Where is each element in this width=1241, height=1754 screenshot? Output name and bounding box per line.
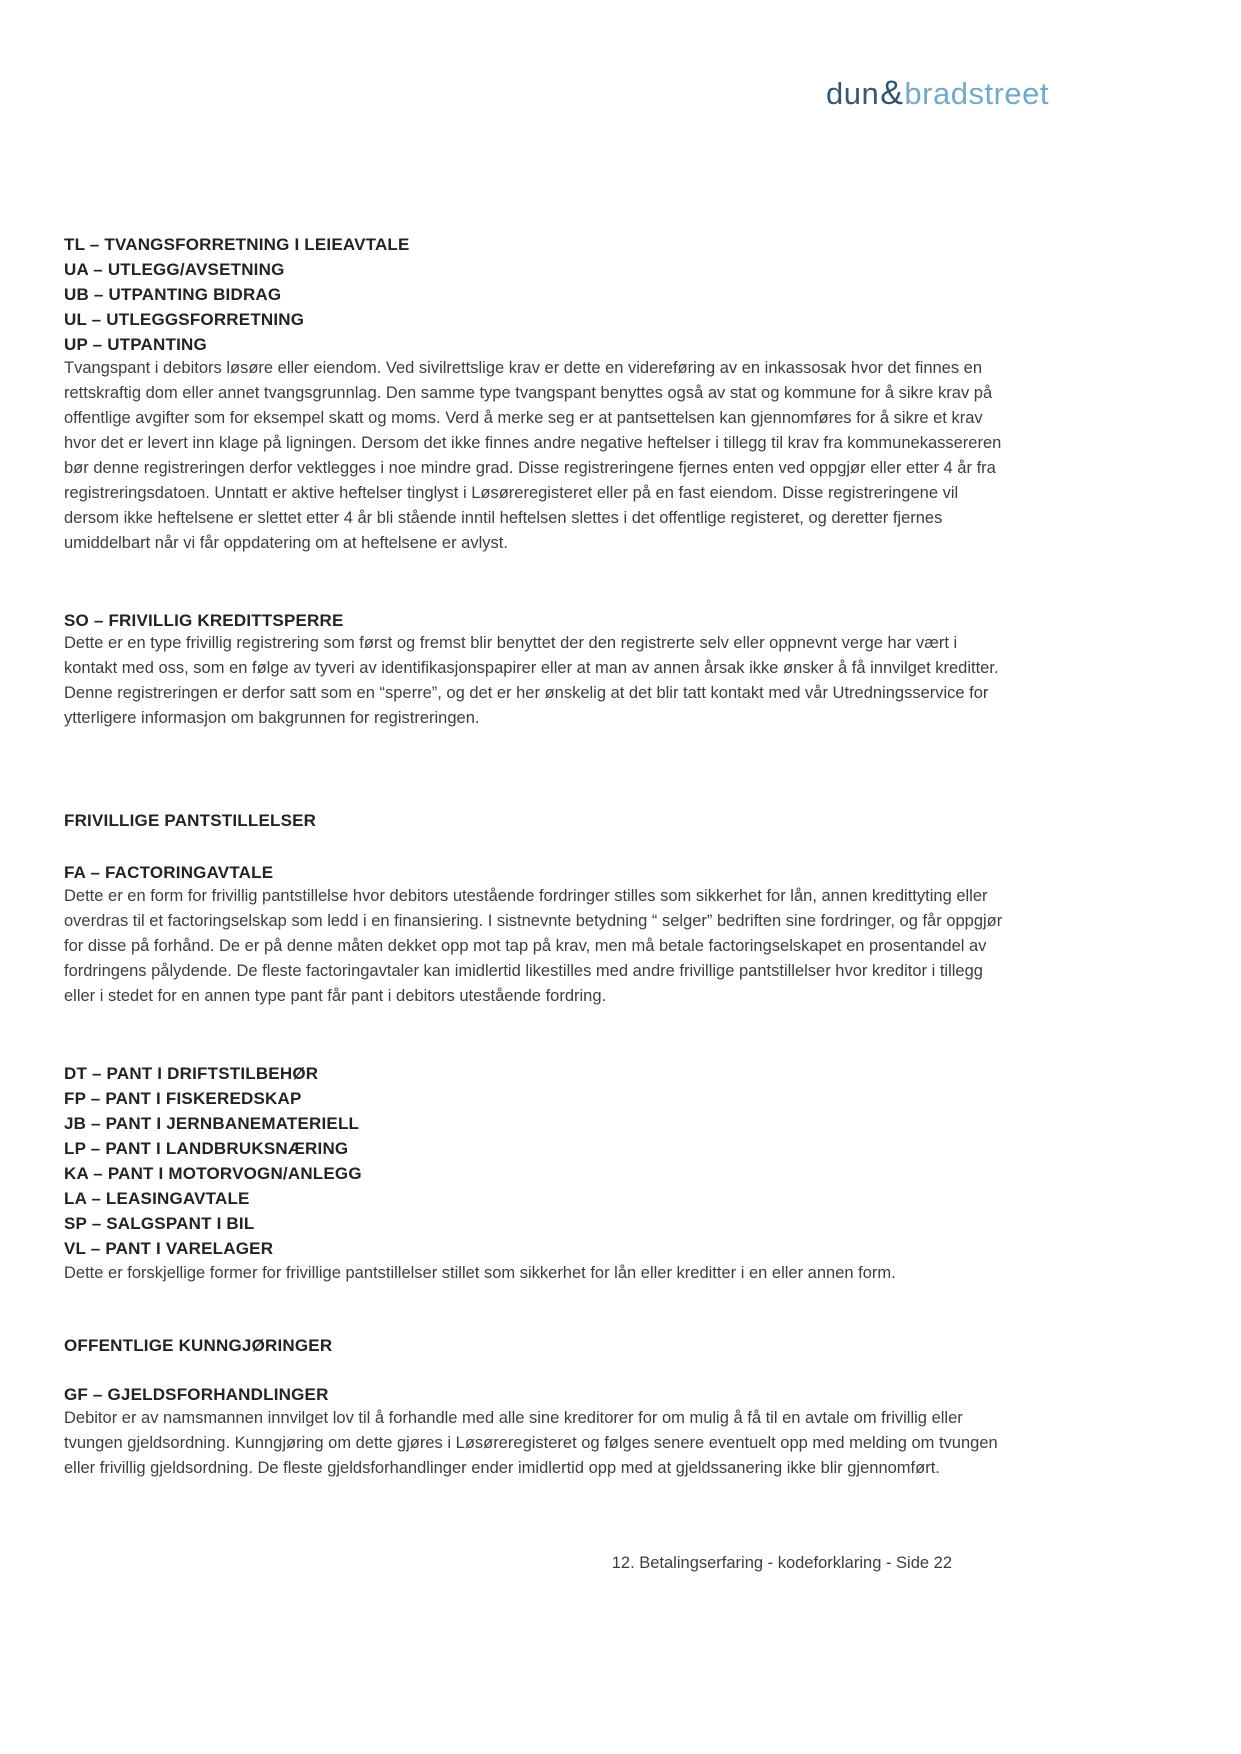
code-heading-so: SO – FRIVILLIG KREDITTSPERRE [64, 611, 344, 630]
code-heading-ka: KA – PANT I MOTORVOGN/ANLEGG [64, 1164, 362, 1183]
code-heading-sp: SP – SALGSPANT I BIL [64, 1214, 255, 1233]
code-heading-fa: FA – FACTORINGAVTALE [64, 863, 274, 882]
code-heading-tl: TL – TVANGSFORRETNING I LEIEAVTALE [64, 235, 410, 254]
logo-text-bradstreet: bradstreet [904, 76, 1049, 111]
code-heading-gf: GF – GJELDSFORHANDLINGER [64, 1385, 329, 1404]
code-heading-ub: UB – UTPANTING BIDRAG [64, 285, 282, 304]
code-heading-list-pant [64, 1061, 1005, 1261]
dun-bradstreet-logo [826, 74, 1049, 113]
paragraph-tvangspant: Tvangspant i debitors løsøre eller eiendom. Ved sivilrettslige krav er dette en videreføring av en inkassosak hvor det finnes en rettskraftig dom eller annet tvangsgrunnlag. Den samme type tvangspant benyttes også av stat og kommune for å sikre krav på offentlige avgifter som for eksempel skatt og moms. Verd å merke seg er at pantsettelsen kan gjennomføres for å sikre et krav hvor det er levert inn klage på ligningen. Dersom det ikke finnes andre negative heftelser i tillegg til krav fra kommunekassereren bør denne registreringen derfor vektlegges i noe mindre grad. Disse registreringene fjernes enten ved oppgjør eller etter 4 år fra registreringsdatoen. Unntatt er aktive heftelser tinglyst i Løsøreregisteret eller på en fast eiendom. Disse registreringene vil dersom ikke heftelsene er slettet etter 4 år bli stående inntil heftelsen slettes i det offentlige registeret, og deretter fjernes umiddelbart når vi får oppdatering om at heftelsene er avlyst. [64, 359, 1002, 552]
section-heading-frivillige-pantstillelser: FRIVILLIGE PANTSTILLELSER [64, 811, 317, 830]
paragraph-kredittsperre: Dette er en type frivillig registrering som først og fremst blir benyttet der den registrerte selv eller oppnevnt verge har vært i kontakt med oss, som en følge av tyveri av identifikasjonspapirer eller at man av annen årsak ikke ønsker å få innvilget kreditter. Denne registreringen er derfor satt som en “sperre”, og det er her ønskelig at det blir tatt kontakt med vår Utredningsservice for ytterligere informasjon om bakgrunnen for registreringen. [64, 634, 999, 727]
code-heading-fp: FP – PANT I FISKEREDSKAP [64, 1089, 302, 1108]
code-heading-list-tvang [64, 232, 1005, 357]
paragraph-frivillige-pantstillelser: Dette er forskjellige former for frivillige pantstillelser stillet som sikkerhet for lån eller kreditter i en eller annen form. [64, 1264, 896, 1282]
code-heading-lp: LP – PANT I LANDBRUKSNÆRING [64, 1139, 349, 1158]
code-heading-vl: VL – PANT I VARELAGER [64, 1239, 274, 1258]
code-heading-up: UP – UTPANTING [64, 335, 207, 354]
logo-ampersand-glyph: & [880, 74, 904, 112]
logo-text-dun: dun [826, 76, 880, 111]
paragraph-factoringavtale: Dette er en form for frivillig pantstillelse hvor debitors utestående fordringer stilles som sikkerhet for lån, annen kredittyting eller overdras til et factoringselskap som ledd i en finansiering. I sistnevnte betydning “ selger” bedriften sine fordringer, og får oppgjør for disse på forhånd. De er på denne måten dekket opp mot tap på krav, men må betale factoringselskapet en prosentandel av fordringens pålydende. De fleste factoringavtaler kan imidlertid likestilles med andre frivillige pantstillelser hvor kreditor i tillegg eller i stedet for en annen type pant får pant i debitors utestående fordring. [64, 887, 1003, 1005]
code-heading-ua: UA – UTLEGG/AVSETNING [64, 260, 285, 279]
paragraph-gjeldsforhandlinger: Debitor er av namsmannen innvilget lov til å forhandle med alle sine kreditorer for om mulig å få til en avtale om frivillig eller tvungen gjeldsordning. Kunngjøring om dette gjøres i Løsøreregisteret og følges senere eventuelt opp med melding om tvungen eller frivillig gjeldsordning. De fleste gjeldsforhandlinger ender imidlertid opp med at gjeldssanering ikke blir gjennomført. [64, 1409, 998, 1477]
code-heading-la: LA – LEASINGAVTALE [64, 1189, 250, 1208]
page-footer: 12. Betalingserfaring - kodeforklaring - Side 22 [611, 1554, 952, 1572]
code-heading-dt: DT – PANT I DRIFTSTILBEHØR [64, 1064, 319, 1083]
section-heading-offentlige-kunngjoringer: OFFENTLIGE KUNNGJØRINGER [64, 1336, 333, 1355]
code-heading-jb: JB – PANT I JERNBANEMATERIELL [64, 1114, 360, 1133]
code-heading-ul: UL – UTLEGGSFORRETNING [64, 310, 305, 329]
